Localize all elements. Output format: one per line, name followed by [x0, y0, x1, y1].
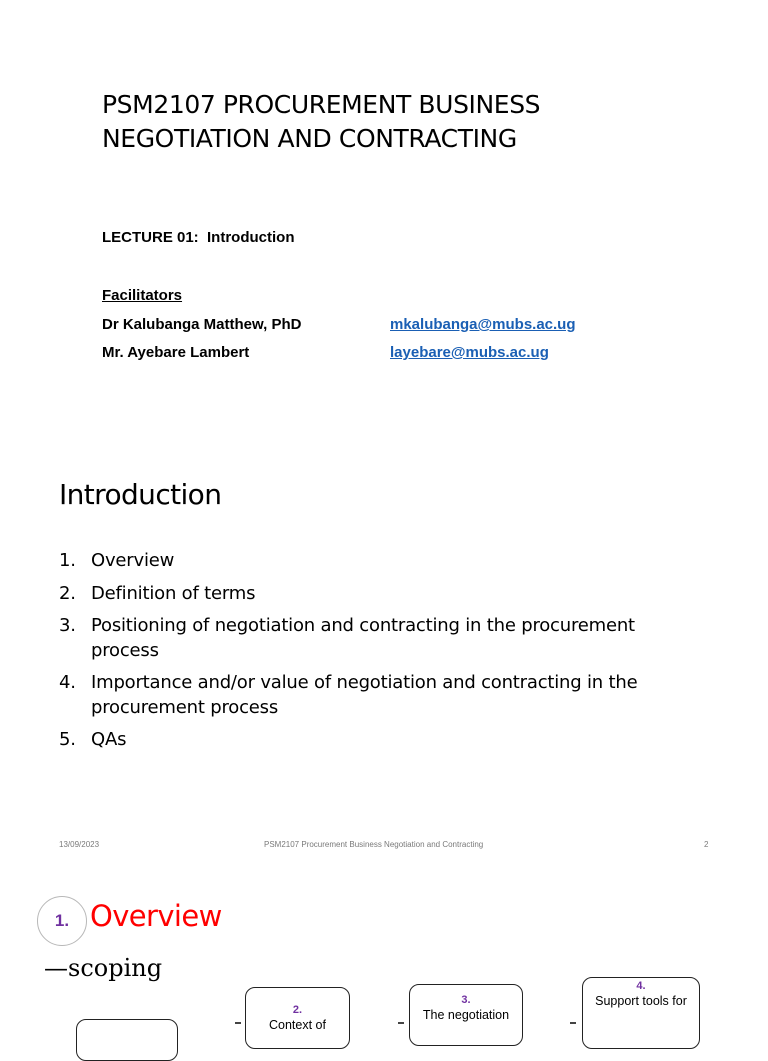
lecture-label: LECTURE 01: Introduction: [102, 229, 295, 246]
facilitator-email-link[interactable]: mkalubanga@mubs.ac.ug: [390, 316, 576, 333]
flow-arrow: [398, 1022, 404, 1024]
slide-title: Overview: [90, 899, 222, 933]
list-item: 1. Overview: [59, 550, 175, 571]
course-title-line-1: PSM2107 PROCUREMENT BUSINESS: [102, 90, 541, 119]
title-slide: [0, 0, 768, 410]
list-item: 5. QAs: [59, 729, 127, 750]
flow-box-4: 4. Support tools for: [582, 977, 700, 1049]
slide-title: Introduction: [59, 478, 222, 511]
flow-box-2: 2. Context of: [245, 987, 350, 1049]
flow-arrow: [235, 1022, 241, 1024]
flow-box-1: [76, 1019, 178, 1061]
facilitator-name: Mr. Ayebare Lambert: [102, 344, 250, 361]
list-item: 2. Definition of terms: [59, 582, 256, 604]
footer-course: PSM2107 Procurement Business Negotiation and Contracting: [264, 840, 484, 849]
flow-box-3: 3. The negotiation: [409, 984, 523, 1046]
facilitator-row: [102, 344, 682, 364]
agenda-list: [59, 549, 699, 761]
overview-slide: [0, 855, 768, 1032]
facilitator-email-link[interactable]: layebare@mubs.ac.ug: [390, 344, 549, 361]
course-title-line-2: NEGOTIATION AND CONTRACTING: [102, 124, 517, 153]
facilitator-name: Dr Kalubanga Matthew, PhD: [102, 316, 302, 333]
course-title: [102, 88, 662, 156]
footer-date: 13/09/2023: [59, 840, 100, 849]
slide-subtitle: —scoping: [44, 954, 163, 982]
section-number-badge: 1.: [37, 896, 87, 946]
facilitators-heading: Facilitators: [102, 287, 183, 304]
facilitator-row: [102, 316, 682, 336]
footer-page-number: 2: [704, 840, 709, 849]
introduction-slide: [0, 410, 768, 855]
list-item: 3. Positioning of negotiation and contracting in the procurement process: [59, 615, 635, 661]
list-item: 4. Importance and/or value of negotiation and contracting in the procurement process: [59, 672, 638, 718]
flow-arrow: [570, 1022, 576, 1024]
